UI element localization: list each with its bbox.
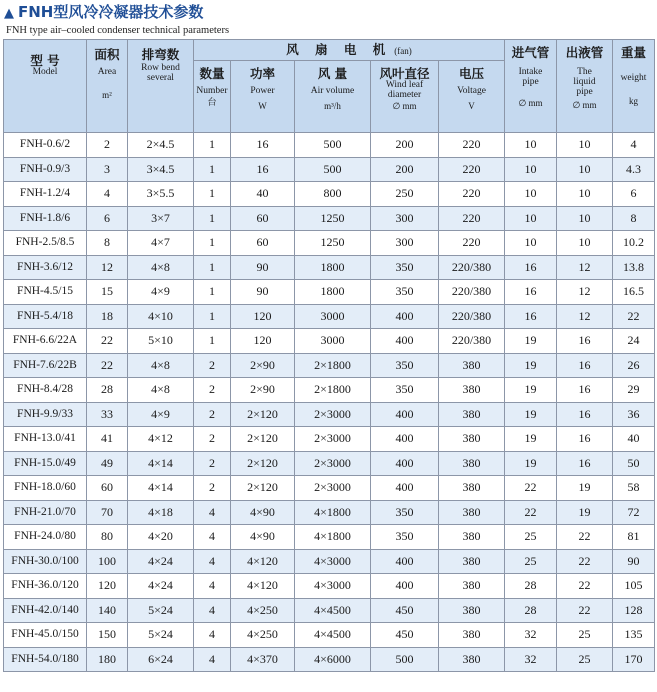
cell-row-bend: 5×10 — [128, 329, 194, 354]
header-air-volume: 风 量 Air volume m³/h — [295, 61, 371, 133]
cell-liquid-pipe: 22 — [557, 549, 613, 574]
cell-air-volume: 4×4500 — [295, 598, 371, 623]
cell-air-volume: 500 — [295, 133, 371, 158]
cell-weight: 10.2 — [613, 231, 655, 256]
cell-leaf-diameter: 300 — [371, 231, 439, 256]
cell-intake-pipe: 19 — [505, 402, 557, 427]
cell-air-volume: 3000 — [295, 304, 371, 329]
cell-liquid-pipe: 10 — [557, 157, 613, 182]
cell-intake-pipe: 25 — [505, 525, 557, 550]
cell-fan-number: 1 — [194, 157, 231, 182]
page-subtitle: FNH type air–cooled condenser technical parameters — [6, 25, 230, 36]
cell-fan-power: 2×120 — [231, 451, 295, 476]
cell-row-bend: 4×9 — [128, 402, 194, 427]
cell-fan-number: 2 — [194, 378, 231, 403]
cell-fan-power: 4×120 — [231, 549, 295, 574]
cell-fan-number: 1 — [194, 206, 231, 231]
cell-fan-power: 2×90 — [231, 353, 295, 378]
cell-voltage: 380 — [439, 549, 505, 574]
cell-intake-pipe: 32 — [505, 623, 557, 648]
cell-area: 41 — [87, 427, 128, 452]
cell-air-volume: 1250 — [295, 231, 371, 256]
cell-fan-power: 60 — [231, 231, 295, 256]
cell-fan-number: 4 — [194, 549, 231, 574]
cell-air-volume: 2×3000 — [295, 402, 371, 427]
header-power: 功率 Power W — [231, 61, 295, 133]
cell-row-bend: 4×12 — [128, 427, 194, 452]
cell-model: FNH-9.9/33 — [4, 402, 87, 427]
cell-intake-pipe: 19 — [505, 329, 557, 354]
header-row-bend: 排弯数 Row bend several — [128, 40, 194, 133]
cell-fan-number: 1 — [194, 231, 231, 256]
cell-model: FNH-2.5/8.5 — [4, 231, 87, 256]
table-row — [4, 157, 655, 182]
cell-weight: 8 — [613, 206, 655, 231]
cell-air-volume: 4×1800 — [295, 525, 371, 550]
cell-liquid-pipe: 10 — [557, 231, 613, 256]
cell-voltage: 220 — [439, 133, 505, 158]
cell-air-volume: 800 — [295, 182, 371, 207]
table-row — [4, 647, 655, 672]
cell-weight: 81 — [613, 525, 655, 550]
header-leaf-diameter: 风叶直径 Wind leaf diameter ∅ mm — [371, 61, 439, 133]
cell-area: 22 — [87, 353, 128, 378]
cell-liquid-pipe: 12 — [557, 280, 613, 305]
cell-liquid-pipe: 16 — [557, 451, 613, 476]
cell-voltage: 380 — [439, 378, 505, 403]
cell-voltage: 380 — [439, 451, 505, 476]
cell-model: FNH-13.0/41 — [4, 427, 87, 452]
cell-liquid-pipe: 22 — [557, 525, 613, 550]
table-body — [4, 133, 655, 672]
cell-liquid-pipe: 10 — [557, 182, 613, 207]
cell-liquid-pipe: 16 — [557, 353, 613, 378]
cell-area: 33 — [87, 402, 128, 427]
table-row — [4, 353, 655, 378]
header-number: 数量 Number 台 — [194, 61, 231, 133]
cell-fan-number: 4 — [194, 647, 231, 672]
cell-weight: 90 — [613, 549, 655, 574]
cell-voltage: 380 — [439, 500, 505, 525]
cell-leaf-diameter: 400 — [371, 427, 439, 452]
cell-air-volume: 4×4500 — [295, 623, 371, 648]
cell-model: FNH-4.5/15 — [4, 280, 87, 305]
header-voltage: 电压 Voltage V — [439, 61, 505, 133]
cell-fan-power: 2×120 — [231, 476, 295, 501]
cell-weight: 4 — [613, 133, 655, 158]
table-row — [4, 476, 655, 501]
cell-air-volume: 1250 — [295, 206, 371, 231]
cell-row-bend: 4×24 — [128, 549, 194, 574]
cell-air-volume: 4×1800 — [295, 500, 371, 525]
cell-intake-pipe: 28 — [505, 574, 557, 599]
cell-air-volume: 1800 — [295, 280, 371, 305]
cell-air-volume: 2×1800 — [295, 378, 371, 403]
header-liquid: 出液管 The liquid pipe ∅ mm — [557, 40, 613, 133]
cell-intake-pipe: 10 — [505, 231, 557, 256]
table-row — [4, 574, 655, 599]
cell-fan-power: 4×250 — [231, 598, 295, 623]
table-row — [4, 304, 655, 329]
cell-row-bend: 4×20 — [128, 525, 194, 550]
cell-row-bend: 4×8 — [128, 353, 194, 378]
cell-liquid-pipe: 12 — [557, 255, 613, 280]
cell-intake-pipe: 10 — [505, 182, 557, 207]
cell-weight: 36 — [613, 402, 655, 427]
cell-voltage: 220 — [439, 182, 505, 207]
cell-intake-pipe: 19 — [505, 451, 557, 476]
cell-weight: 26 — [613, 353, 655, 378]
cell-row-bend: 6×24 — [128, 647, 194, 672]
cell-weight: 16.5 — [613, 280, 655, 305]
cell-fan-power: 4×90 — [231, 525, 295, 550]
cell-fan-power: 4×120 — [231, 574, 295, 599]
cell-liquid-pipe: 19 — [557, 500, 613, 525]
cell-intake-pipe: 32 — [505, 647, 557, 672]
cell-leaf-diameter: 350 — [371, 353, 439, 378]
cell-intake-pipe: 28 — [505, 598, 557, 623]
cell-model: FNH-24.0/80 — [4, 525, 87, 550]
cell-fan-power: 90 — [231, 255, 295, 280]
cell-weight: 13.8 — [613, 255, 655, 280]
cell-weight: 4.3 — [613, 157, 655, 182]
cell-area: 4 — [87, 182, 128, 207]
cell-fan-power: 40 — [231, 182, 295, 207]
cell-row-bend: 4×14 — [128, 476, 194, 501]
cell-area: 3 — [87, 157, 128, 182]
cell-intake-pipe: 19 — [505, 353, 557, 378]
cell-voltage: 220/380 — [439, 304, 505, 329]
cell-air-volume: 2×1800 — [295, 353, 371, 378]
cell-row-bend: 4×9 — [128, 280, 194, 305]
cell-fan-number: 1 — [194, 304, 231, 329]
cell-liquid-pipe: 25 — [557, 647, 613, 672]
cell-intake-pipe: 16 — [505, 304, 557, 329]
cell-leaf-diameter: 200 — [371, 157, 439, 182]
cell-intake-pipe: 25 — [505, 549, 557, 574]
cell-leaf-diameter: 400 — [371, 476, 439, 501]
cell-fan-number: 2 — [194, 427, 231, 452]
cell-area: 49 — [87, 451, 128, 476]
title-block — [4, 2, 654, 37]
cell-air-volume: 4×6000 — [295, 647, 371, 672]
header-weight: 重量 weight kg — [613, 40, 655, 133]
table-row — [4, 427, 655, 452]
cell-fan-power: 120 — [231, 304, 295, 329]
cell-model: FNH-0.9/3 — [4, 157, 87, 182]
cell-fan-number: 1 — [194, 182, 231, 207]
cell-model: FNH-8.4/28 — [4, 378, 87, 403]
cell-model: FNH-1.8/6 — [4, 206, 87, 231]
table-row — [4, 525, 655, 550]
table-row — [4, 549, 655, 574]
table-row — [4, 500, 655, 525]
cell-intake-pipe: 22 — [505, 500, 557, 525]
cell-liquid-pipe: 10 — [557, 133, 613, 158]
cell-leaf-diameter: 400 — [371, 304, 439, 329]
table-row — [4, 402, 655, 427]
cell-area: 15 — [87, 280, 128, 305]
cell-row-bend: 4×8 — [128, 378, 194, 403]
cell-weight: 50 — [613, 451, 655, 476]
cell-fan-number: 2 — [194, 451, 231, 476]
title-cn-text: FNH型风冷冷凝器技术参数 — [18, 3, 204, 21]
cell-leaf-diameter: 400 — [371, 549, 439, 574]
cell-liquid-pipe: 16 — [557, 427, 613, 452]
cell-intake-pipe: 10 — [505, 133, 557, 158]
cell-model: FNH-30.0/100 — [4, 549, 87, 574]
cell-weight: 24 — [613, 329, 655, 354]
cell-area: 140 — [87, 598, 128, 623]
cell-row-bend: 4×18 — [128, 500, 194, 525]
cell-row-bend: 3×4.5 — [128, 157, 194, 182]
cell-leaf-diameter: 200 — [371, 133, 439, 158]
cell-model: FNH-5.4/18 — [4, 304, 87, 329]
cell-leaf-diameter: 400 — [371, 402, 439, 427]
cell-weight: 29 — [613, 378, 655, 403]
cell-air-volume: 4×3000 — [295, 574, 371, 599]
cell-air-volume: 2×3000 — [295, 427, 371, 452]
cell-fan-number: 1 — [194, 280, 231, 305]
cell-leaf-diameter: 400 — [371, 329, 439, 354]
cell-row-bend: 4×24 — [128, 574, 194, 599]
cell-liquid-pipe: 16 — [557, 402, 613, 427]
cell-fan-number: 2 — [194, 353, 231, 378]
cell-model: FNH-15.0/49 — [4, 451, 87, 476]
cell-fan-number: 4 — [194, 500, 231, 525]
cell-row-bend: 4×14 — [128, 451, 194, 476]
cell-fan-number: 1 — [194, 329, 231, 354]
cell-weight: 135 — [613, 623, 655, 648]
cell-area: 8 — [87, 231, 128, 256]
cell-area: 12 — [87, 255, 128, 280]
cell-weight: 128 — [613, 598, 655, 623]
cell-area: 18 — [87, 304, 128, 329]
page-title — [4, 2, 654, 24]
table-row — [4, 378, 655, 403]
cell-model: FNH-45.0/150 — [4, 623, 87, 648]
table-row — [4, 206, 655, 231]
cell-leaf-diameter: 350 — [371, 280, 439, 305]
cell-fan-number: 2 — [194, 476, 231, 501]
table-row — [4, 598, 655, 623]
cell-area: 70 — [87, 500, 128, 525]
cell-leaf-diameter: 500 — [371, 647, 439, 672]
cell-row-bend: 4×8 — [128, 255, 194, 280]
cell-fan-number: 2 — [194, 402, 231, 427]
cell-row-bend: 5×24 — [128, 598, 194, 623]
table-row — [4, 231, 655, 256]
cell-area: 180 — [87, 647, 128, 672]
cell-intake-pipe: 10 — [505, 206, 557, 231]
cell-fan-number: 1 — [194, 133, 231, 158]
cell-row-bend: 3×7 — [128, 206, 194, 231]
cell-model: FNH-3.6/12 — [4, 255, 87, 280]
cell-voltage: 220/380 — [439, 255, 505, 280]
cell-voltage: 220/380 — [439, 280, 505, 305]
cell-model: FNH-1.2/4 — [4, 182, 87, 207]
cell-area: 100 — [87, 549, 128, 574]
table-row — [4, 280, 655, 305]
cell-weight: 58 — [613, 476, 655, 501]
cell-air-volume: 2×3000 — [295, 451, 371, 476]
cell-weight: 22 — [613, 304, 655, 329]
cell-model: FNH-7.6/22B — [4, 353, 87, 378]
cell-area: 150 — [87, 623, 128, 648]
cell-fan-number: 4 — [194, 525, 231, 550]
header-model: 型 号 Model — [4, 40, 87, 133]
cell-liquid-pipe: 19 — [557, 476, 613, 501]
cell-weight: 105 — [613, 574, 655, 599]
cell-fan-power: 4×90 — [231, 500, 295, 525]
cell-air-volume: 2×3000 — [295, 476, 371, 501]
cell-liquid-pipe: 22 — [557, 574, 613, 599]
cell-fan-number: 4 — [194, 574, 231, 599]
cell-liquid-pipe: 25 — [557, 623, 613, 648]
cell-row-bend: 3×5.5 — [128, 182, 194, 207]
cell-liquid-pipe: 22 — [557, 598, 613, 623]
cell-air-volume: 4×3000 — [295, 549, 371, 574]
cell-voltage: 380 — [439, 525, 505, 550]
cell-fan-power: 4×250 — [231, 623, 295, 648]
cell-row-bend: 4×10 — [128, 304, 194, 329]
cell-area: 22 — [87, 329, 128, 354]
cell-weight: 40 — [613, 427, 655, 452]
header-area: 面积 Area m² — [87, 40, 128, 133]
cell-row-bend: 5×24 — [128, 623, 194, 648]
triangle-icon: ▲ — [4, 6, 14, 21]
cell-voltage: 380 — [439, 647, 505, 672]
cell-voltage: 220 — [439, 206, 505, 231]
cell-leaf-diameter: 250 — [371, 182, 439, 207]
cell-fan-power: 2×120 — [231, 427, 295, 452]
cell-model: FNH-42.0/140 — [4, 598, 87, 623]
table-row — [4, 623, 655, 648]
cell-fan-number: 4 — [194, 598, 231, 623]
cell-model: FNH-6.6/22A — [4, 329, 87, 354]
cell-voltage: 220 — [439, 231, 505, 256]
cell-fan-power: 2×90 — [231, 378, 295, 403]
cell-leaf-diameter: 450 — [371, 598, 439, 623]
cell-intake-pipe: 16 — [505, 280, 557, 305]
cell-fan-power: 60 — [231, 206, 295, 231]
cell-fan-power: 90 — [231, 280, 295, 305]
cell-weight: 72 — [613, 500, 655, 525]
cell-weight: 170 — [613, 647, 655, 672]
table-row — [4, 255, 655, 280]
cell-area: 60 — [87, 476, 128, 501]
cell-liquid-pipe: 16 — [557, 378, 613, 403]
cell-leaf-diameter: 350 — [371, 378, 439, 403]
cell-fan-power: 2×120 — [231, 402, 295, 427]
cell-model: FNH-21.0/70 — [4, 500, 87, 525]
cell-voltage: 380 — [439, 623, 505, 648]
cell-air-volume: 1800 — [295, 255, 371, 280]
cell-voltage: 380 — [439, 427, 505, 452]
cell-fan-power: 16 — [231, 133, 295, 158]
cell-row-bend: 4×7 — [128, 231, 194, 256]
cell-area: 6 — [87, 206, 128, 231]
header-fan: 风 扇 电 机 (fan) — [194, 40, 505, 61]
cell-fan-power: 4×370 — [231, 647, 295, 672]
table-row — [4, 133, 655, 158]
cell-leaf-diameter: 400 — [371, 574, 439, 599]
cell-area: 80 — [87, 525, 128, 550]
cell-voltage: 380 — [439, 574, 505, 599]
cell-leaf-diameter: 400 — [371, 451, 439, 476]
table-row — [4, 329, 655, 354]
cell-intake-pipe: 22 — [505, 476, 557, 501]
cell-row-bend: 2×4.5 — [128, 133, 194, 158]
cell-weight: 6 — [613, 182, 655, 207]
cell-model: FNH-0.6/2 — [4, 133, 87, 158]
cell-fan-number: 1 — [194, 255, 231, 280]
header-intake: 进气管 Intake pipe ∅ mm — [505, 40, 557, 133]
cell-model: FNH-18.0/60 — [4, 476, 87, 501]
spec-table — [3, 39, 655, 672]
cell-fan-number: 4 — [194, 623, 231, 648]
cell-area: 120 — [87, 574, 128, 599]
cell-voltage: 380 — [439, 598, 505, 623]
cell-intake-pipe: 19 — [505, 378, 557, 403]
cell-voltage: 220 — [439, 157, 505, 182]
cell-leaf-diameter: 350 — [371, 255, 439, 280]
cell-leaf-diameter: 350 — [371, 525, 439, 550]
cell-model: FNH-54.0/180 — [4, 647, 87, 672]
cell-liquid-pipe: 16 — [557, 329, 613, 354]
cell-voltage: 380 — [439, 402, 505, 427]
cell-intake-pipe: 16 — [505, 255, 557, 280]
cell-area: 28 — [87, 378, 128, 403]
cell-area: 2 — [87, 133, 128, 158]
cell-leaf-diameter: 450 — [371, 623, 439, 648]
cell-liquid-pipe: 12 — [557, 304, 613, 329]
cell-voltage: 220/380 — [439, 329, 505, 354]
cell-fan-power: 120 — [231, 329, 295, 354]
cell-intake-pipe: 19 — [505, 427, 557, 452]
table-row — [4, 451, 655, 476]
cell-model: FNH-36.0/120 — [4, 574, 87, 599]
cell-voltage: 380 — [439, 353, 505, 378]
cell-air-volume: 3000 — [295, 329, 371, 354]
cell-leaf-diameter: 300 — [371, 206, 439, 231]
cell-air-volume: 500 — [295, 157, 371, 182]
table-row — [4, 182, 655, 207]
cell-voltage: 380 — [439, 476, 505, 501]
cell-leaf-diameter: 350 — [371, 500, 439, 525]
cell-liquid-pipe: 10 — [557, 206, 613, 231]
cell-intake-pipe: 10 — [505, 157, 557, 182]
cell-fan-power: 16 — [231, 157, 295, 182]
